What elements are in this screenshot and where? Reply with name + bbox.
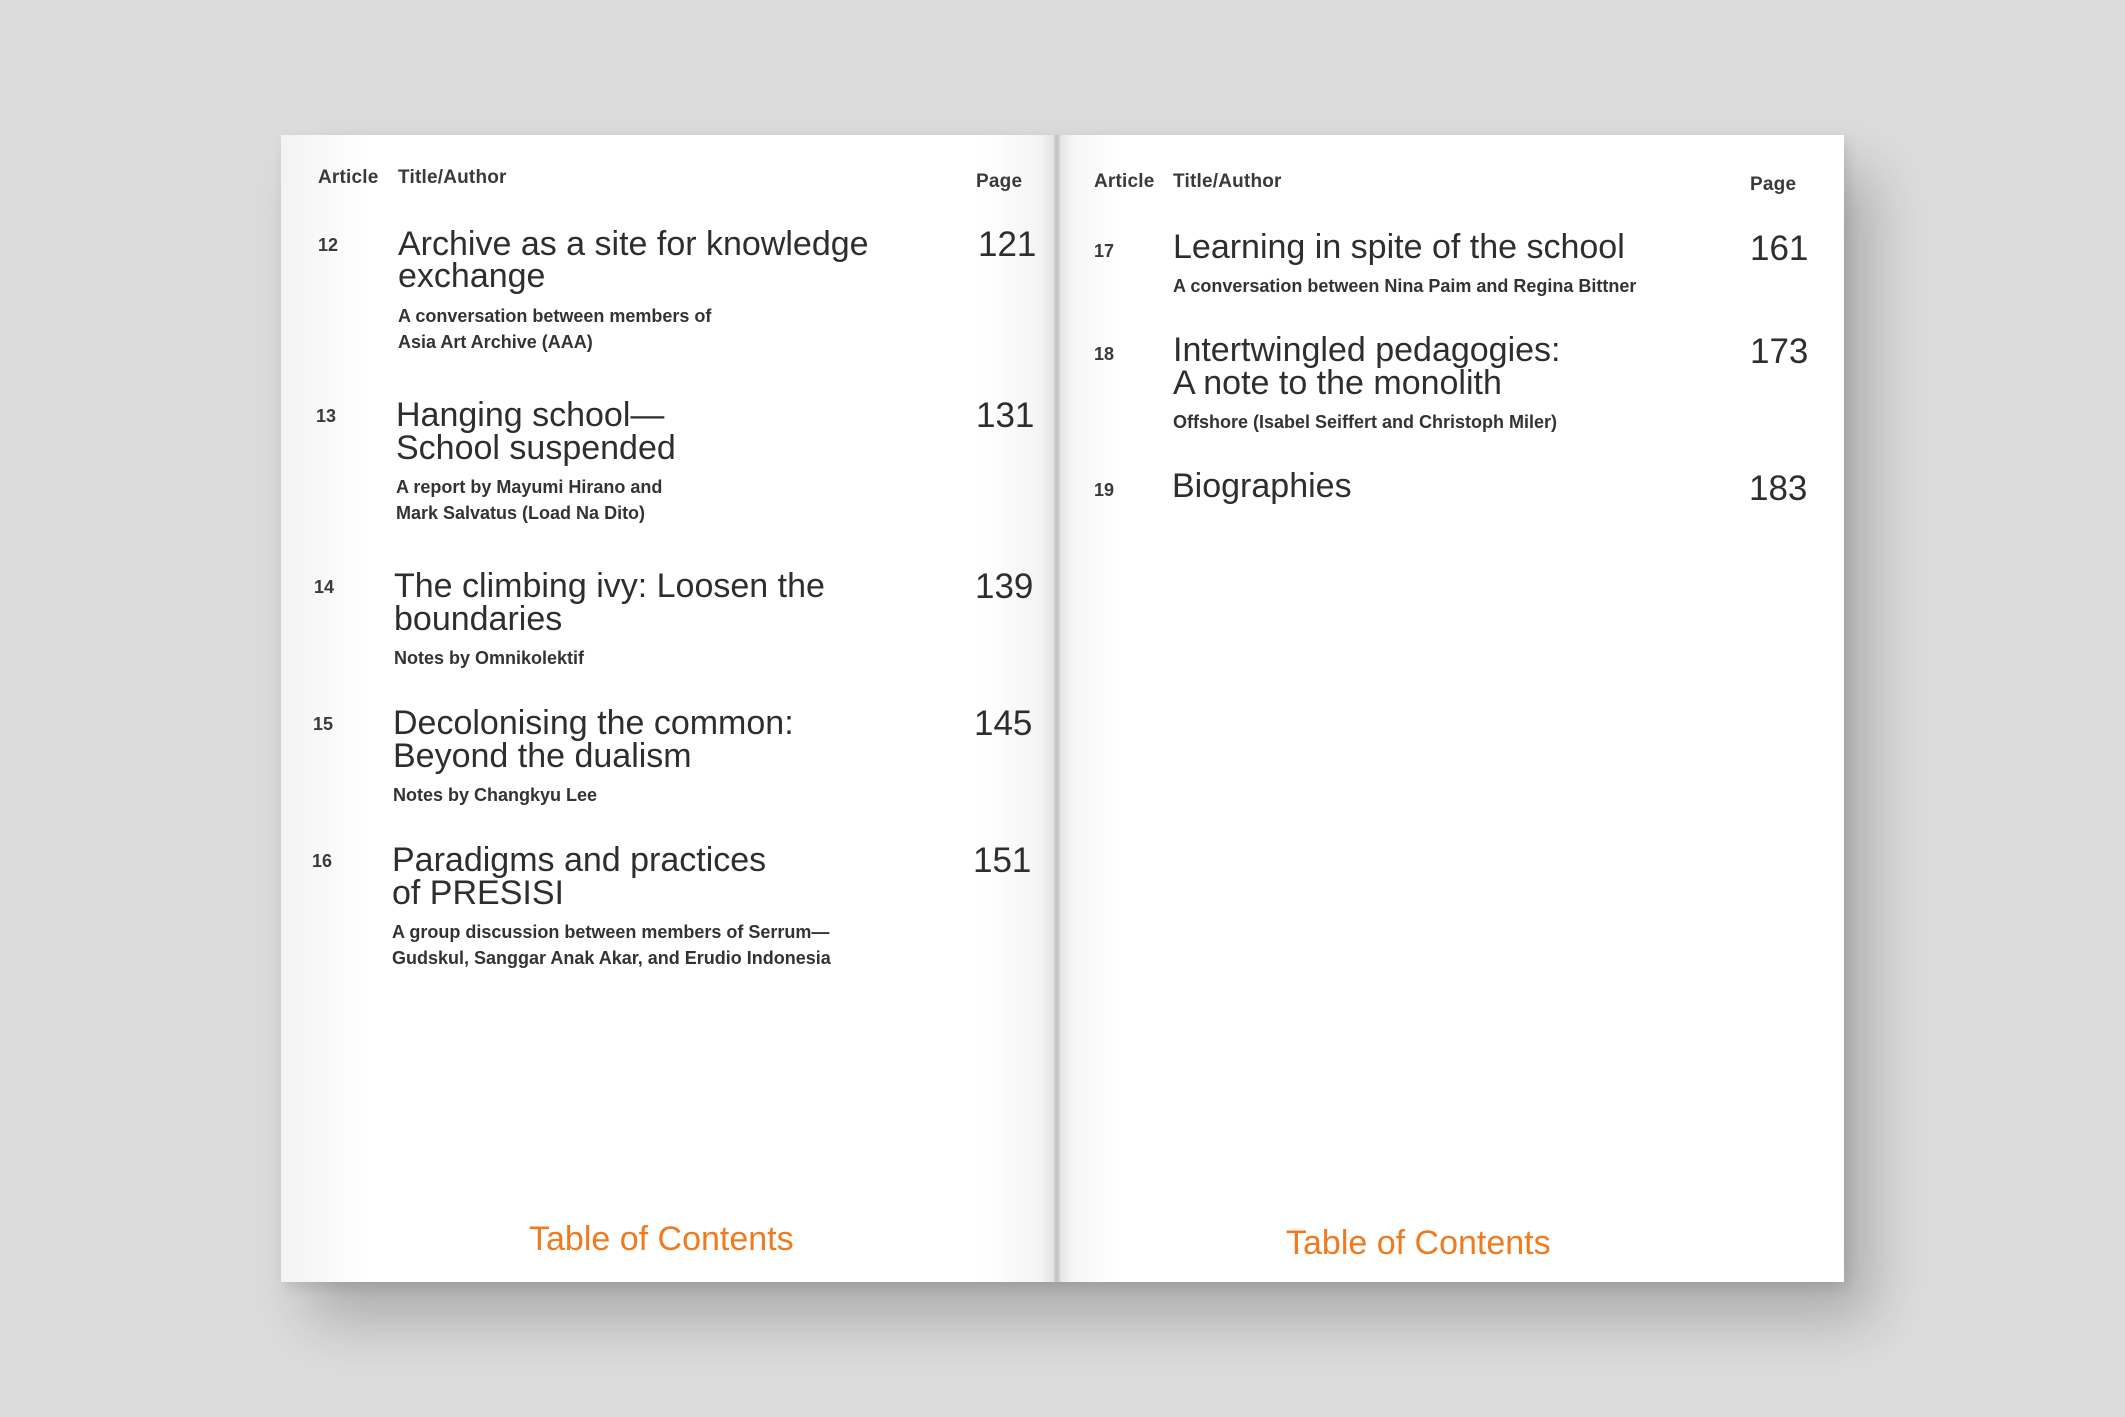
entry-page-number: 173 <box>1750 332 1809 371</box>
entry-author-line: A report by Mayumi Hirano and <box>396 477 663 497</box>
entry-author-line: Asia Art Archive (AAA) <box>398 332 593 352</box>
entry-author-line: A conversation between Nina Paim and Regina Bittner <box>1173 276 1637 296</box>
entry-author-line: Gudskul, Sanggar Anak Akar, and Erudio Indonesia <box>392 948 831 968</box>
entry-page-number: 161 <box>1750 229 1809 268</box>
entry-page-number: 131 <box>976 396 1035 435</box>
entry-page-number: 139 <box>975 567 1034 606</box>
header-page: Page <box>1750 174 1797 195</box>
entry-number: 14 <box>314 577 335 597</box>
header-title-author: Title/Author <box>398 167 507 188</box>
entry-number: 12 <box>318 235 339 255</box>
entry-title-line: Learning in spite of the school <box>1173 228 1625 266</box>
entry-author-line: Notes by Changkyu Lee <box>393 785 598 805</box>
entry-title-line: Decolonising the common: <box>393 704 794 742</box>
entry-title-line: of PRESISI <box>392 874 564 912</box>
left-page <box>281 135 1054 1282</box>
entry-author-line: Mark Salvatus (Load Na Dito) <box>396 503 646 523</box>
entry-number: 18 <box>1094 344 1115 364</box>
entry-title-line: Hanging school— <box>396 396 665 434</box>
right-page <box>1060 135 1844 1282</box>
open-booklet <box>281 135 1844 1282</box>
entry-title-line: Intertwingled pedagogies: <box>1173 331 1561 369</box>
entry-number: 17 <box>1094 241 1115 261</box>
entry-title-line: Beyond the dualism <box>393 737 692 775</box>
entry-author-line: A conversation between members of <box>398 306 712 326</box>
entry-author-line: A group discussion between members of Serrum— <box>392 922 830 942</box>
entry-title-line: The climbing ivy: Loosen the <box>394 567 825 605</box>
entry-title-line: A note to the monolith <box>1173 364 1502 402</box>
entry-number: 13 <box>316 406 337 426</box>
entry-title-line: Biographies <box>1172 467 1352 505</box>
entry-author-line: Offshore (Isabel Seiffert and Christoph Miler) <box>1173 412 1558 432</box>
entry-page-number: 121 <box>978 225 1037 264</box>
entry-title-line: Archive as a site for knowledge <box>398 225 869 263</box>
entry-title-line: boundaries <box>394 600 563 638</box>
entry-number: 15 <box>313 714 334 734</box>
entry-page-number: 151 <box>973 841 1032 880</box>
entry-number: 19 <box>1094 480 1115 500</box>
entry-author-line: Notes by Omnikolektif <box>394 648 585 668</box>
header-article: Article <box>318 167 379 188</box>
footer-table-of-contents: Table of Contents <box>529 1220 794 1258</box>
header-title-author: Title/Author <box>1173 171 1282 192</box>
entry-page-number: 145 <box>974 704 1033 743</box>
entry-number: 16 <box>312 851 333 871</box>
footer-table-of-contents: Table of Contents <box>1286 1224 1551 1262</box>
entry-title-line: Paradigms and practices <box>392 841 767 879</box>
header-page: Page <box>976 171 1023 192</box>
entry-title-line: School suspended <box>396 429 676 467</box>
entry-title-line: exchange <box>398 257 546 295</box>
entry-page-number: 183 <box>1749 469 1808 508</box>
header-article: Article <box>1094 171 1155 192</box>
